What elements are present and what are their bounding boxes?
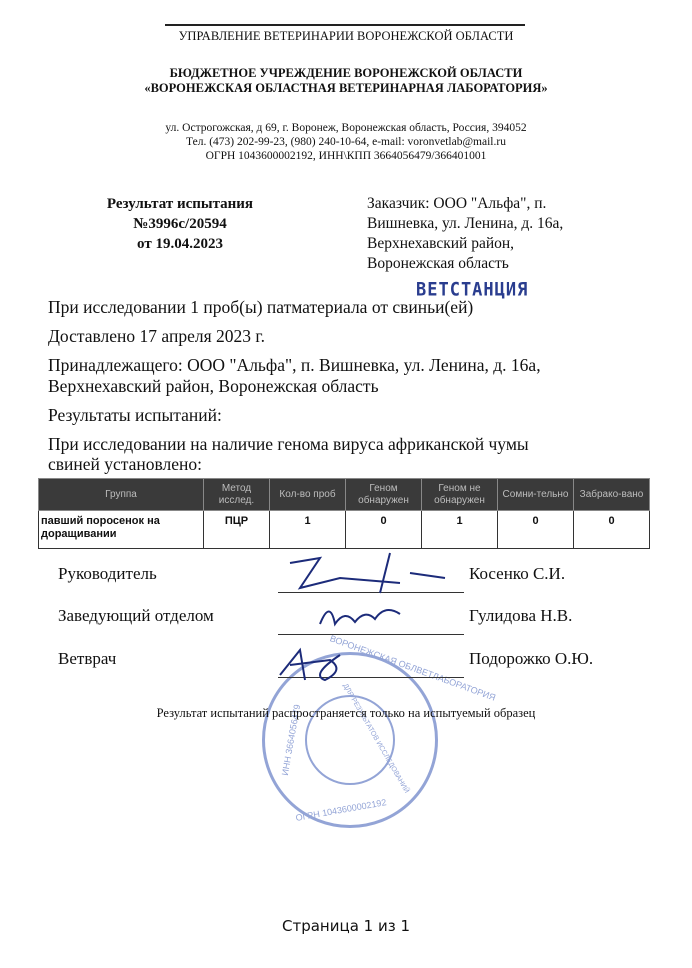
customer-line: Воронежская область xyxy=(367,255,509,272)
col-header: Кол-во проб xyxy=(270,479,346,511)
delivered-text: Доставлено 17 апреля 2023 г. xyxy=(48,326,265,346)
results-table xyxy=(38,478,650,549)
finding-text xyxy=(48,434,648,474)
results-label: Результаты испытаний: xyxy=(48,405,222,425)
owner-line: Верхнехавский район, Воронежская область xyxy=(48,376,379,396)
samples-text: При исследовании 1 проб(ы) патматериала от свиньи(ей) xyxy=(48,297,474,317)
contacts: Тел. (473) 202-99-23, (980) 240-10-64, e-mail: voronvetlab@mail.ru xyxy=(186,136,506,148)
cell-method: ПЦР xyxy=(204,511,270,549)
result-number: №3996с/20594 xyxy=(133,216,227,232)
col-header: Геном обнаружен xyxy=(346,479,422,511)
finding-line: При исследовании на наличие генома вируса африканской чумы xyxy=(48,434,529,454)
address: ул. Острогожская, д 69, г. Воронеж, Воронежская область, Россия, 394052 xyxy=(165,122,527,134)
org-contacts xyxy=(0,121,692,163)
signature-name: Подорожко О.Ю. xyxy=(469,649,594,668)
signature-line xyxy=(278,634,464,635)
registration-ids: ОГРН 1043600002192, ИНН\КПП 3664056479/366401001 xyxy=(205,150,487,162)
result-title: Результат испытания xyxy=(106,196,254,212)
col-header: Забрако-вано xyxy=(574,479,650,511)
handwritten-signature xyxy=(310,594,410,634)
customer-line: Вишневка, ул. Ленина, д. 16а, xyxy=(367,215,564,232)
ministry-name: УПРАВЛЕНИЕ ВЕТЕРИНАРИИ ВОРОНЕЖСКОЙ ОБЛАСТИ xyxy=(178,29,514,43)
result-heading xyxy=(80,194,280,254)
customer-block xyxy=(367,194,627,274)
org-line-1: БЮДЖЕТНОЕ УЧРЕЖДЕНИЕ ВОРОНЕЖСКОЙ ОБЛАСТИ xyxy=(169,66,523,80)
result-date: от 19.04.2023 xyxy=(137,236,223,252)
col-header: Метод исслед. xyxy=(204,479,270,511)
table-header-row xyxy=(39,479,650,511)
owner-text xyxy=(48,355,648,397)
table-row xyxy=(39,511,650,549)
owner-line: Принадлежащего: ООО "Альфа", п. Вишневка, ул. Ленина, д. 16а, xyxy=(48,355,541,375)
validity-note: Результат испытаний распространяется только на испытуемый образец xyxy=(156,706,536,720)
cell-detected: 0 xyxy=(346,511,422,549)
cell-group: павший поросенок на доращивании xyxy=(39,511,204,549)
signature-role: Руководитель xyxy=(58,564,157,583)
cell-rejected: 0 xyxy=(574,511,650,549)
cell-doubtful: 0 xyxy=(498,511,574,549)
cell-count: 1 xyxy=(270,511,346,549)
signature-role: Ветврач xyxy=(58,649,117,668)
handwritten-signature xyxy=(270,640,360,685)
page-number: Страница 1 из 1 xyxy=(282,917,410,935)
organization-name xyxy=(0,66,692,96)
col-header: Геном не обнаружен xyxy=(422,479,498,511)
handwritten-signature xyxy=(280,548,450,598)
col-header: Сомни-тельно xyxy=(498,479,574,511)
finding-line: свиней установлено: xyxy=(48,454,203,474)
org-line-2: «ВОРОНЕЖСКАЯ ОБЛАСТНАЯ ВЕТЕРИНАРНАЯ ЛАБОРАТОРИЯ» xyxy=(144,81,548,95)
signature-name: Гулидова Н.В. xyxy=(469,606,573,625)
official-seal: ВОРОНЕЖСКАЯ ОБЛВЕТЛАБОРАТОРИЯ ОГРН 1043600002192 ИНН 3664056479 ДЛЯ РЕЗУЛЬТАТОВ ИССЛЕДОВАНИЙ xyxy=(262,652,438,828)
header-rule xyxy=(165,24,525,26)
signature-role: Заведующий отделом xyxy=(58,606,214,625)
cell-not-detected: 1 xyxy=(422,511,498,549)
signature-name: Косенко С.И. xyxy=(469,564,566,583)
customer-line: Заказчик: ООО "Альфа", п. xyxy=(367,195,547,212)
col-header: Группа xyxy=(39,479,204,511)
customer-line: Верхнехавский район, xyxy=(367,235,515,252)
vet-station-stamp: ВЕТСТАНЦИЯ xyxy=(416,279,529,301)
